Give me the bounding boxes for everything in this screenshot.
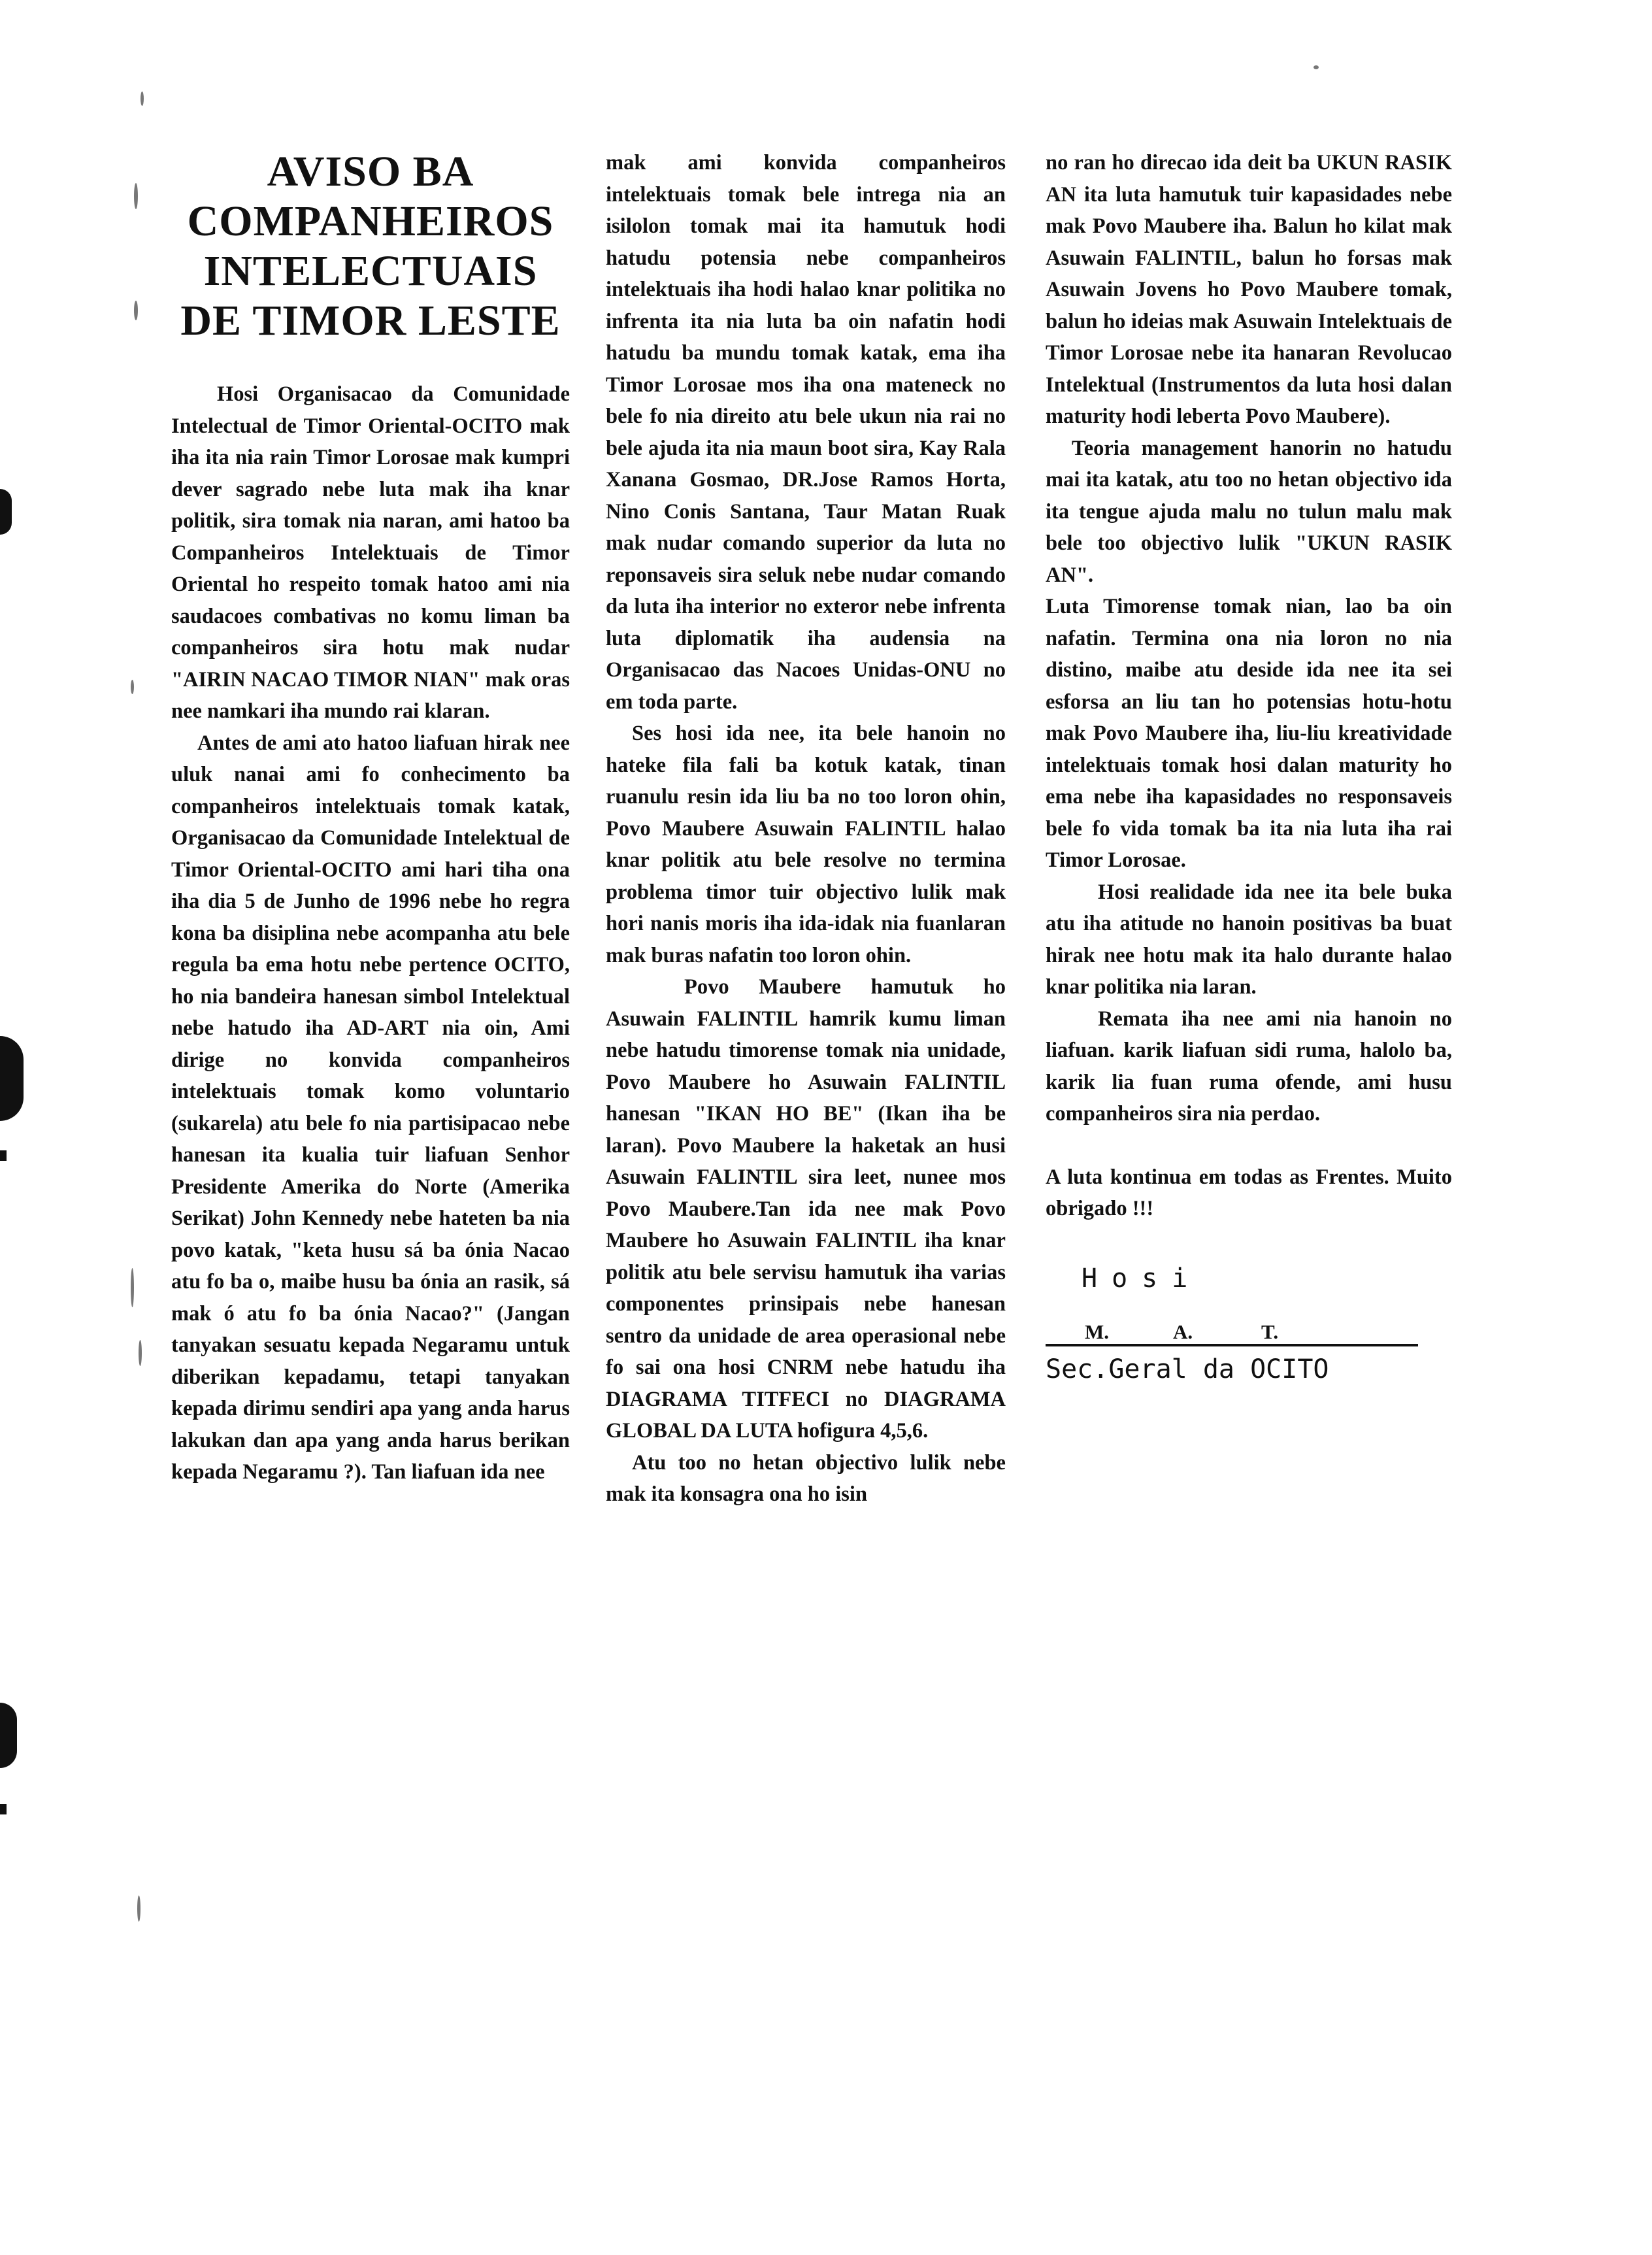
signature-position: Sec.Geral da OCITO: [1046, 1354, 1329, 1384]
paragraph: Antes de ami ato hatoo liafuan hirak nee uluk nanai ami fo conhecimento ba companheiros intelektuais tomak katak, Organisacao da Comunidade Intelektual de Timor Oriental-OCITO ami hari tiha ona iha dia 5 de Junho de 1996 nebe ho regra kona ba disiplina nebe acompanha atu bele regula ba ema hotu nebe pertence OCITO, ho nia bandeira hanesan simbol Intelektual nebe hatudo iha AD-ART nia oin, Ami dirige no konvida companheiros intelektuais tomak komo voluntario (sukarela) atu bele fo nia partisipacao nebe hanesan ita kualia tuir liafuan Senhor Presidente Amerika do Norte (Amerika Serikat) John Kennedy nebe hateten ba nia povo katak, "keta husu sá ba ónia Nacao atu fo ba o, maibe husu ba ónia an rasik, sá mak ó atu fo ba ónia Nacao?" (Jangan tanyakan sesuatu kepada Negaramu untuk diberikan kepadamu, tetapi tanyakan kepada dirimu sendiri apa yang anda harus lakukan dan apa yang anda harus berikan kepada Negaramu ?). Tan liafuan ida nee: [171, 731, 570, 1484]
paragraph: Atu too no hetan objectivo lulik nebe mak ita konsagra ona ho isin: [606, 1450, 1006, 1506]
initial-t: T.: [1261, 1320, 1279, 1343]
closing-paragraph: A luta kontinua em todas as Frentes. Muito obrigado !!!: [1046, 1165, 1452, 1220]
scan-speck: [134, 183, 138, 209]
paragraph: Povo Maubere hamutuk ho Asuwain FALINTIL hamrik kumu liman nebe hatudu timorense tomak nia unidade, Povo Maubere ho Asuwain FALINTIL hanesan "IKAN HO BE" (Ikan iha be laran). Povo Maubere la haketak an husi Asuwain FALINTIL sira leet, nunee mos Povo Maubere.Tan ida nee mak Povo Maubere ho Asuwain FALINTIL iha knar politik atu bele servisu hamutuk iha varias componentes prinsipais nebe hanesan sentro da unidade de area operasional nebe fo sai ona hosi CNRM nebe hatudu iha DIAGRAMA TITFECI no DIAGRAMA GLOBAL DA LUTA hofigura 4,5,6.: [606, 975, 1006, 1443]
paragraph: Teoria management hanorin no hatudu mai ita katak, atu too no hetan objectivo ida ita tengue ajuda malu no tulun malu mak bele too objectivo lulik "UKUN RASIK AN".: [1046, 436, 1452, 587]
scan-blot: [0, 1036, 24, 1121]
initial-a: A.: [1173, 1320, 1193, 1343]
column-2: [606, 147, 1006, 1511]
paragraph: mak ami konvida companheiros intelektuais tomak bele intrega nia an isilolon tomak mai ita hamutuk hodi hatudu potensia nebe companheiros intelektuais iha hodi halao knar politika no infrenta ita nia luta ba oin nafatin hodi hatudu ba mundu tomak katak, ema iha Timor Lorosae mos iha ona mateneck no bele fo nia direito atu bele ukun nia rai no bele ajuda ita nia maun boot sira, Kay Rala Xanana Gosmao, DR.Jose Ramos Horta, Nino Conis Santana, Taur Matan Ruak mak nudar comando superior da luta no reponsaveis sira seluk nebe nudar comando da luta iha interior no exteror nebe infrenta luta diplomatik iha audensia na Organisacao das Nacoes Unidas-ONU no em toda parte.: [606, 151, 1006, 714]
scan-blot: [0, 489, 12, 535]
scan-speck: [134, 301, 138, 320]
initial-m: M.: [1085, 1320, 1110, 1343]
scan-blot: [0, 1703, 17, 1768]
signature-initials: [1046, 1320, 1418, 1346]
paragraph: Luta Timorense tomak nian, lao ba oin nafatin. Termina ona nia loron no nia distino, maibe atu deside ida nee ita sei esforsa an liu tan ho potensias hotu-hotu mak Povo Maubere iha, liu-liu kreatividade intelektuais tomak hosi dalan maturity ho ema nebe iha kapasidades no responsaveis bele fo vida tomak ba ita nia luta iha rai Timor Lorosae.: [1046, 595, 1452, 872]
paragraph: Hosi realidade ida nee ita bele buka atu iha atitude no hanoin positivas ba buat hirak nee hotu mak ita halo durante halao knar politika nia laran.: [1046, 880, 1452, 999]
paragraph: Ses hosi ida nee, ita bele hanoin no hateke fila fali ba kotuk katak, tinan ruanulu resin ida liu ba no too loron ohin, Povo Maubere Asuwain FALINTIL halao knar politik atu bele resolve no termina problema timor tuir objectivo lulik mak hori nanis moris iha ida-idak nia fuanlaran mak buras nafatin too loron ohin.: [606, 722, 1006, 967]
signature-hosi: Hosi: [1082, 1263, 1202, 1294]
column-3: [1046, 147, 1452, 1386]
scan-speck: [137, 1896, 140, 1922]
paragraph: Remata iha nee ami nia hanoin no liafuan. karik liafuan sidi ruma, halolo ba, karik lia fuan ruma ofende, ami husu companheiros sira nia perdao.: [1046, 1007, 1452, 1126]
page-title: AVISO BA COMPANHEIROS INTELECTUAIS DE TIMOR LESTE: [180, 148, 561, 344]
paragraph: no ran ho direcao ida deit ba UKUN RASIK AN ita luta hamutuk tuir kapasidades nebe mak Povo Maubere iha. Balun ho kilat mak Asuwain FALINTIL, balun ho forsas mak Asuwain Jovens ho Povo Maubere tomak, balun ho ideias mak Asuwain Intelektuais de Timor Lorosae nebe ita hanaran Revolucao Intelektual (Instrumentos da luta hosi dalan maturity hodi leberta Povo Maubere).: [1046, 151, 1452, 428]
scan-speck: [131, 1268, 134, 1307]
column-1: [171, 147, 570, 1488]
scan-speck: [1313, 65, 1319, 69]
scan-speck: [140, 92, 144, 106]
scan-speck: [139, 1340, 142, 1366]
paragraph: Hosi Organisacao da Comunidade Intelectual de Timor Oriental-OCITO mak iha ita nia rain Timor Lorosae mak kumpri dever sagrado nebe luta mak iha knar politik, sira tomak nia naran, ami hatoo ba Companheiros Intelektuais de Timor Oriental ho respeito tomak hatoo ami nia saudacoes combativas no komu liman ba companheiros sira hotu mak nudar "AIRIN NACAO TIMOR NIAN" mak oras nee namkari iha mundo rai klaran.: [171, 382, 570, 723]
scan-blot: [0, 1150, 7, 1161]
scan-blot: [0, 1804, 7, 1814]
scan-speck: [131, 680, 134, 694]
